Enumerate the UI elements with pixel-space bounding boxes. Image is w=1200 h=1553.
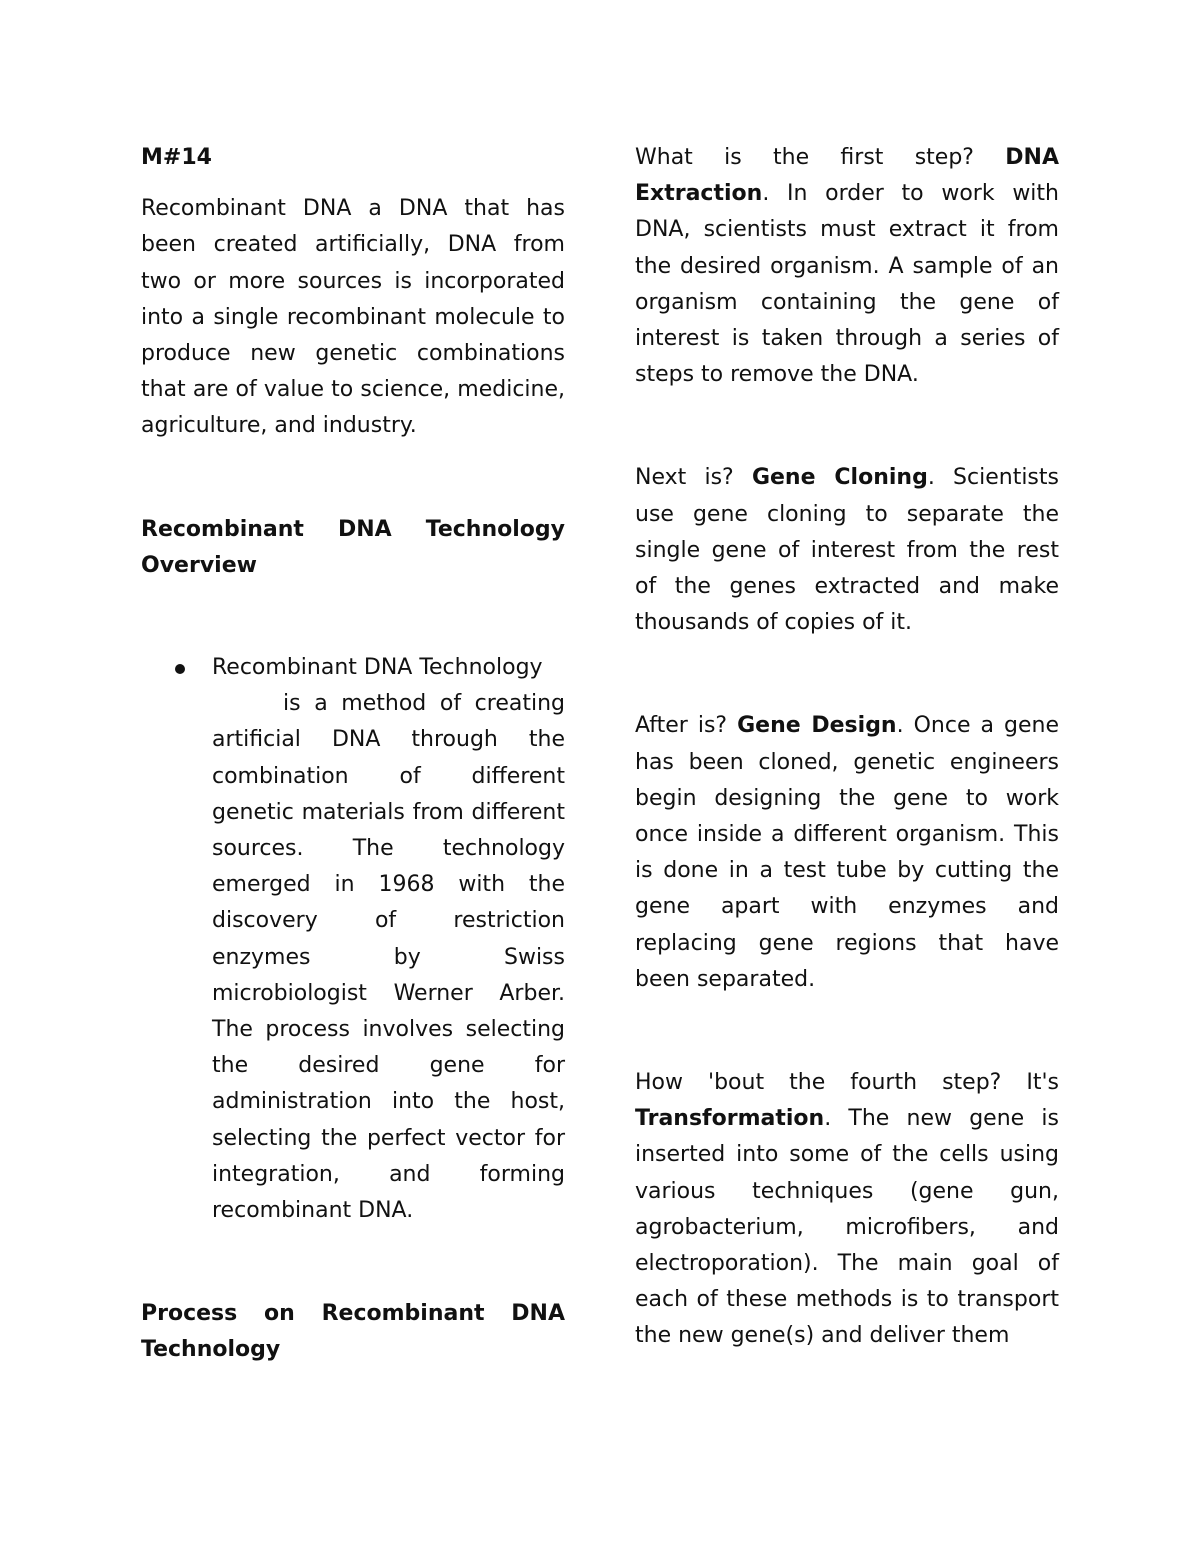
step-body: . The new gene is inserted into some of the cells using various techniques (gene gun, agrobacterium, microfibers, and electroporation). The main goal of each of these methods is to transport the new gene(s) and deliver them: [635, 1106, 1059, 1349]
step-term: DNA Extraction: [635, 145, 1059, 207]
step-term: Transformation: [635, 1106, 825, 1132]
step-term: Gene Design: [737, 713, 897, 739]
step-body: . Once a gene has been cloned, genetic engineers begin designing the gene to work once inside a different organism. This is done in a test tube by cutting the gene apart with enzymes and replacing gene regions that have been separated.: [635, 713, 1060, 992]
bullet-first-line: Recombinant DNA Technology: [212, 655, 543, 681]
process-heading: Process on Recombinant DNA Technology: [141, 1301, 565, 1363]
list-item: [212, 650, 565, 1229]
bullet-body: artificial DNA through the combination of different genetic materials from different sources. The technology emerged in 1968 with the discovery of restriction enzymes by Swiss microbiologist Werner Arber. The process involves selecting the desired gene for administration into the host, selecting the perfect vector for integration, and forming recombinant DNA.: [212, 727, 565, 1224]
step-transformation: [635, 1065, 1059, 1355]
module-id: M#14: [141, 145, 212, 170]
bullet-continuation-line: is a method of creating: [283, 691, 565, 717]
step-prefix: Next is?: [635, 465, 752, 491]
step-body: . In order to work with DNA, scientists must extract it from the desired organism. A sample of an organism containing the gene of interest is taken through a series of steps to remove the DNA.: [635, 181, 1059, 388]
step-prefix: After is?: [635, 713, 738, 739]
step-dna-extraction: [635, 140, 1059, 393]
left-column: [141, 140, 565, 1369]
step-prefix: What is the first step?: [635, 145, 1006, 170]
right-column: [635, 140, 1059, 1355]
step-gene-cloning: [635, 460, 1059, 641]
step-body: . Scientists use gene cloning to separate the single gene of interest from the rest of the genes extracted and make thousands of copies of it.: [635, 465, 1059, 636]
step-term: Gene Cloning: [751, 465, 928, 491]
step-gene-design: [635, 708, 1059, 998]
step-prefix: How 'bout the fourth step? It's: [635, 1070, 1059, 1096]
recombinant-dna-definition: Recombinant DNA a DNA that has been created artificially, DNA from two or more sources is incorporated into a single recombinant molecule to produce new genetic combinations that are of value to science, medicine, agriculture, and industry.: [141, 196, 565, 439]
overview-bullet-list: [141, 650, 565, 1229]
overview-heading: Recombinant DNA Technology Overview: [141, 516, 565, 578]
